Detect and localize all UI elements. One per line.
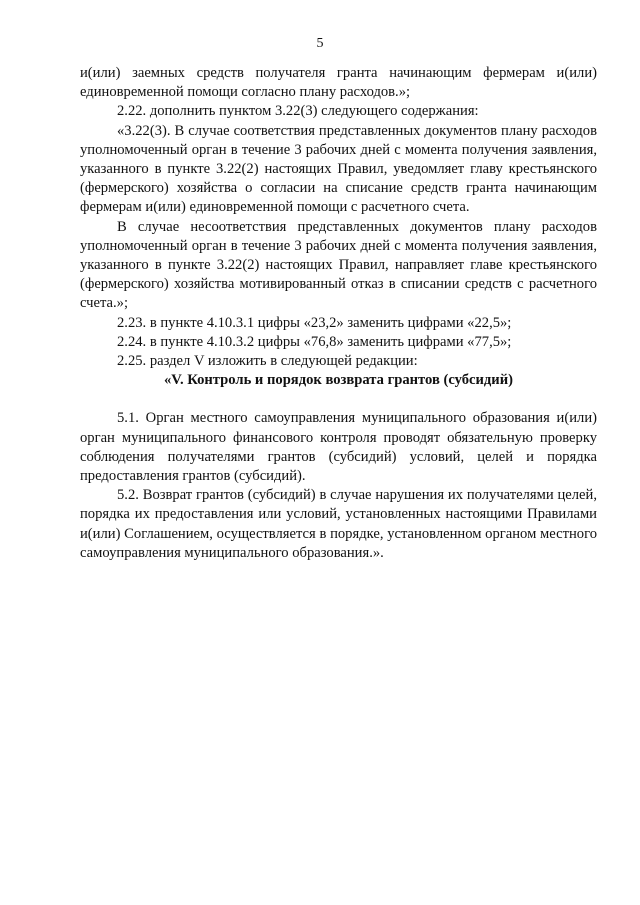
paragraph-item-2-25: 2.25. раздел V изложить в следующей редакции: — [117, 353, 418, 370]
paragraph-clause-5-1: 5.1. Орган местного самоуправления муниципального образования и(или) орган муниципального финансового контроля проводят обязательную проверку соблюдения получателями грантов (субсидий) условий, целей и порядка предоставления грантов (субсидий). — [80, 410, 597, 485]
paragraph-item-2-24: 2.24. в пункте 4.10.3.2 цифры «76,8» заменить цифрами «77,5»; — [117, 333, 512, 350]
paragraph-nonconformity: В случае несоответствия представленных документов плану расходов уполномоченный орган в течение 3 рабочих дней с момента получения заявления, указанного в пункте 3.22(2) настоящих Правил, направляет главе крестьянского (фермерского) хозяйства мотивированный отказ в списании средств с расчетного счета.»; — [80, 218, 597, 312]
page-number: 5 — [316, 36, 324, 51]
document-body — [80, 64, 597, 563]
paragraph-clause-5-2: 5.2. Возврат грантов (субсидий) в случае нарушения их получателями целей, порядка их предоставления или условий, установленных настоящими Правилами и(или) Соглашением, осуществляется в порядке, установленном органом местного самоуправления муниципального образования.». — [80, 487, 597, 561]
paragraph-continuation: и(или) заемных средств получателя гранта начинающим фермерам и(или) единовременной помощи согласно плану расходов.»; — [80, 65, 597, 101]
paragraph-item-2-23: 2.23. в пункте 4.10.3.1 цифры «23,2» заменить цифрами «22,5»; — [117, 314, 512, 331]
paragraph-item-2-22: 2.22. дополнить пунктом 3.22(3) следующего содержания: — [117, 103, 479, 120]
section-heading: «V. Контроль и порядок возврата грантов (субсидий) — [164, 372, 513, 389]
paragraph-clause-3-22-3: «3.22(3). В случае соответствия представленных документов плану расходов уполномоченный орган в течение 3 рабочих дней с момента получения заявления, указанного в пункте 3.22(2) настоящих Правил, уведомляет главу крестьянского (фермерского) хозяйства о согласии на списание средств гранта начинающим фермерам и(или) единовременной помощи с расчетного счета. — [80, 122, 597, 216]
